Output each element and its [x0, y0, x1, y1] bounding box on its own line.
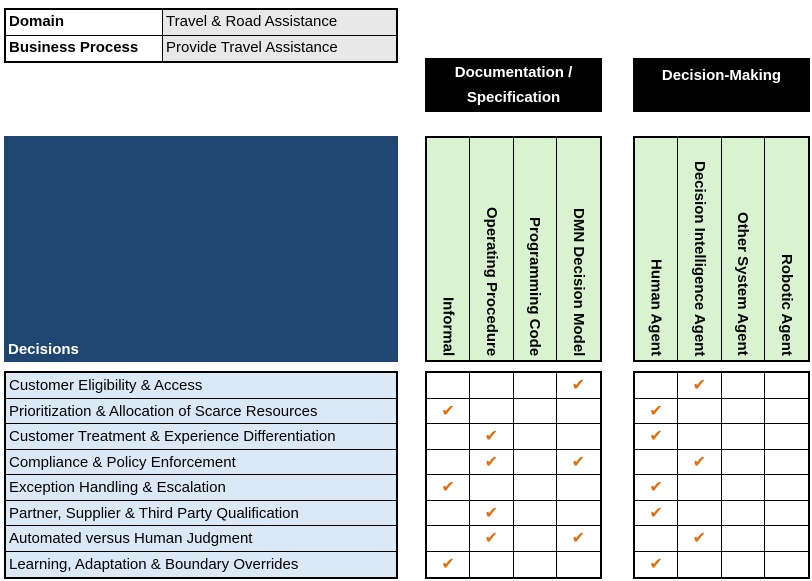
checkmark-cell[interactable]	[678, 373, 721, 398]
decision-making-grid-row	[635, 424, 808, 450]
checkmark-icon: ✔	[441, 556, 455, 574]
checkmark-cell[interactable]	[470, 450, 513, 475]
decision-making-grid-row	[635, 552, 808, 578]
checkmark-cell[interactable]	[635, 424, 678, 449]
domain-label: Domain	[6, 10, 163, 35]
empty-cell[interactable]	[514, 424, 557, 449]
column-label: Programming Code	[526, 216, 544, 356]
empty-cell[interactable]	[635, 373, 678, 398]
decision-row[interactable]: Exception Handling & Escalation	[6, 475, 396, 501]
checkmark-cell[interactable]	[635, 552, 678, 578]
empty-cell[interactable]	[722, 475, 765, 500]
checkmark-icon: ✔	[649, 428, 663, 446]
decision-making-grid-row	[635, 373, 808, 399]
documentation-grid-row	[427, 552, 600, 578]
empty-cell[interactable]	[514, 373, 557, 398]
empty-cell[interactable]	[514, 552, 557, 578]
decision-making-column-other-system-agent[interactable]	[722, 138, 765, 360]
empty-cell[interactable]	[470, 475, 513, 500]
decision-making-grid-row	[635, 526, 808, 552]
checkmark-cell[interactable]	[678, 526, 721, 551]
empty-cell[interactable]	[722, 552, 765, 578]
empty-cell[interactable]	[765, 475, 808, 500]
checkmark-icon: ✔	[441, 479, 455, 497]
documentation-grid-row	[427, 450, 600, 476]
checkmark-cell[interactable]	[557, 526, 600, 551]
decision-row[interactable]: Partner, Supplier & Third Party Qualification	[6, 501, 396, 527]
documentation-grid-row	[427, 526, 600, 552]
checkmark-cell[interactable]	[470, 526, 513, 551]
empty-cell[interactable]	[427, 424, 470, 449]
empty-cell[interactable]	[765, 526, 808, 551]
checkmark-icon: ✔	[649, 504, 663, 522]
checkmark-icon: ✔	[692, 530, 707, 548]
empty-cell[interactable]	[635, 450, 678, 475]
empty-cell[interactable]	[722, 501, 765, 526]
documentation-grid	[425, 371, 602, 579]
empty-cell[interactable]	[557, 552, 600, 578]
documentation-group-header	[425, 58, 602, 112]
process-label: Business Process	[6, 36, 163, 61]
documentation-grid-row	[427, 424, 600, 450]
checkmark-cell[interactable]	[557, 450, 600, 475]
empty-cell[interactable]	[678, 501, 721, 526]
decision-row[interactable]: Learning, Adaptation & Boundary Overrides	[6, 552, 396, 578]
empty-cell[interactable]	[427, 373, 470, 398]
column-label: Operating Procedure	[482, 206, 500, 356]
checkmark-icon: ✔	[484, 530, 499, 548]
documentation-group-label: Documentation / Specification	[454, 64, 573, 106]
empty-cell[interactable]	[470, 552, 513, 578]
empty-cell[interactable]	[557, 475, 600, 500]
meta-table	[4, 8, 398, 63]
checkmark-cell[interactable]	[635, 475, 678, 500]
checkmark-icon: ✔	[441, 402, 455, 420]
empty-cell[interactable]	[765, 373, 808, 398]
empty-cell[interactable]	[557, 501, 600, 526]
documentation-column-programming-code[interactable]	[514, 138, 557, 360]
checkmark-icon: ✔	[484, 504, 499, 522]
empty-cell[interactable]	[557, 399, 600, 424]
checkmark-icon: ✔	[571, 530, 586, 548]
decision-making-grid-row	[635, 450, 808, 476]
decision-row[interactable]: Automated versus Human Judgment	[6, 526, 396, 552]
decision-making-column-human-agent[interactable]	[635, 138, 678, 360]
decision-making-column-robotic-agent[interactable]	[765, 138, 808, 360]
empty-cell[interactable]	[470, 399, 513, 424]
documentation-grid-row	[427, 475, 600, 501]
decisions-header-label: Decisions	[8, 341, 79, 358]
checkmark-icon: ✔	[649, 556, 663, 574]
empty-cell[interactable]	[678, 475, 721, 500]
checkmark-icon: ✔	[571, 453, 586, 471]
checkmark-cell[interactable]	[427, 399, 470, 424]
empty-cell[interactable]	[557, 424, 600, 449]
documentation-column-operating-procedure[interactable]	[470, 138, 513, 360]
empty-cell[interactable]	[514, 399, 557, 424]
empty-cell[interactable]	[722, 373, 765, 398]
decision-row[interactable]: Customer Treatment & Experience Differentiation	[6, 424, 396, 450]
checkmark-cell[interactable]	[557, 373, 600, 398]
documentation-column-informal[interactable]	[427, 138, 470, 360]
empty-cell[interactable]	[678, 424, 721, 449]
checkmark-icon: ✔	[571, 377, 586, 395]
meta-row-process	[6, 36, 396, 61]
documentation-column-dmn-decision-model[interactable]	[557, 138, 600, 360]
documentation-grid-row	[427, 373, 600, 399]
column-label: Decision Intelligence Agent	[690, 160, 708, 356]
empty-cell[interactable]	[765, 552, 808, 578]
decision-making-grid	[633, 371, 810, 579]
empty-cell[interactable]	[765, 450, 808, 475]
empty-cell[interactable]	[722, 526, 765, 551]
process-value[interactable]: Provide Travel Assistance	[163, 36, 396, 61]
empty-cell[interactable]	[427, 450, 470, 475]
empty-cell[interactable]	[678, 552, 721, 578]
empty-cell[interactable]	[765, 424, 808, 449]
empty-cell[interactable]	[722, 424, 765, 449]
decision-row[interactable]: Prioritization & Allocation of Scarce Resources	[6, 399, 396, 425]
column-label: Informal	[439, 296, 457, 356]
decision-making-group-label: Decision-Making	[661, 67, 782, 84]
checkmark-cell[interactable]	[470, 424, 513, 449]
empty-cell[interactable]	[765, 399, 808, 424]
empty-cell[interactable]	[514, 475, 557, 500]
empty-cell[interactable]	[470, 373, 513, 398]
checkmark-icon: ✔	[484, 428, 499, 446]
decision-making-group-header	[633, 58, 810, 112]
decision-making-column-decision-intelligence-agent[interactable]	[678, 138, 721, 360]
checkmark-icon: ✔	[649, 402, 663, 420]
decision-making-grid-row	[635, 475, 808, 501]
checkmark-cell[interactable]	[635, 501, 678, 526]
empty-cell[interactable]	[678, 399, 721, 424]
empty-cell[interactable]	[427, 526, 470, 551]
checkmark-icon: ✔	[649, 479, 663, 497]
empty-cell[interactable]	[514, 501, 557, 526]
column-label: Human Agent	[647, 259, 665, 356]
checkmark-icon: ✔	[692, 453, 707, 471]
checkmark-icon: ✔	[692, 377, 707, 395]
decision-row[interactable]: Compliance & Policy Enforcement	[6, 450, 396, 476]
checkmark-cell[interactable]	[470, 501, 513, 526]
empty-cell[interactable]	[722, 450, 765, 475]
column-label: Other System Agent	[734, 212, 752, 356]
decisions-header	[4, 136, 398, 362]
checkmark-cell[interactable]	[678, 450, 721, 475]
decision-making-grid-row	[635, 399, 808, 425]
empty-cell[interactable]	[722, 399, 765, 424]
domain-value[interactable]: Travel & Road Assistance	[163, 10, 396, 35]
decision-making-grid-row	[635, 501, 808, 527]
checkmark-icon: ✔	[484, 453, 499, 471]
empty-cell[interactable]	[635, 526, 678, 551]
decision-row[interactable]: Customer Eligibility & Access	[6, 373, 396, 399]
column-label: Robotic Agent	[777, 254, 795, 356]
decision-list	[4, 371, 398, 579]
column-label: DMN Decision Model	[569, 207, 587, 356]
empty-cell[interactable]	[514, 526, 557, 551]
empty-cell[interactable]	[427, 501, 470, 526]
empty-cell[interactable]	[765, 501, 808, 526]
documentation-grid-row	[427, 501, 600, 527]
documentation-grid-row	[427, 399, 600, 425]
checkmark-cell[interactable]	[427, 475, 470, 500]
empty-cell[interactable]	[514, 450, 557, 475]
checkmark-cell[interactable]	[427, 552, 470, 578]
meta-row-domain	[6, 10, 396, 36]
documentation-column-headers	[425, 136, 602, 362]
decision-making-column-headers	[633, 136, 810, 362]
checkmark-cell[interactable]	[635, 399, 678, 424]
